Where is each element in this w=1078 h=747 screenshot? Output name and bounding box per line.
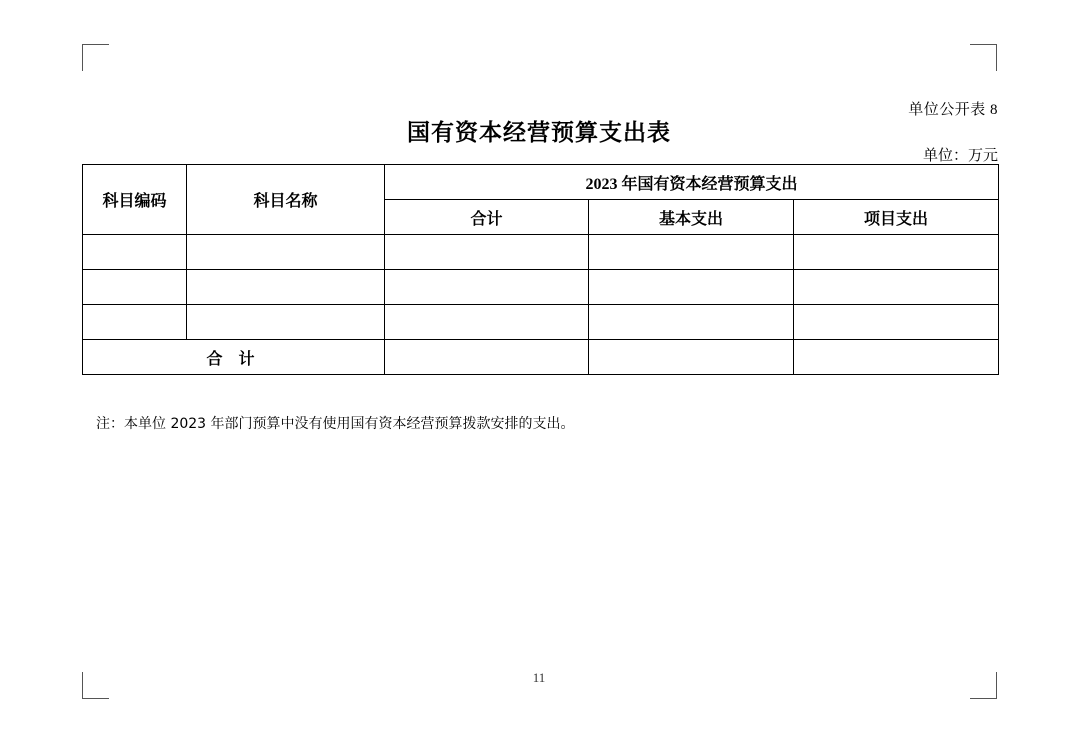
header-col-name: 科目名称 [187,165,385,235]
total-row-basic [589,340,794,375]
cell-code [83,235,187,270]
table-row [83,270,999,305]
table-header-row-group [83,165,999,200]
cell-project [794,305,999,340]
cell-name [187,305,385,340]
cell-name [187,235,385,270]
budget-table-wrapper [82,164,998,375]
budget-table [82,164,999,375]
sheet-number-label: 单位公开表 8 [908,102,998,118]
total-row-total [385,340,589,375]
cell-total [385,270,589,305]
table-row [83,305,999,340]
header-sub-project: 项目支出 [794,200,999,235]
page-number: 11 [532,670,546,685]
cell-total [385,235,589,270]
cell-project [794,270,999,305]
cell-basic [589,270,794,305]
cell-name [187,270,385,305]
header-sub-basic: 基本支出 [589,200,794,235]
cell-code [83,270,187,305]
cell-total [385,305,589,340]
unit-note: 单位：万元 [922,148,998,164]
total-row-project [794,340,999,375]
cell-basic [589,235,794,270]
table-row [83,235,999,270]
header-group-title: 2023 年国有资本经营预算支出 [385,165,999,200]
cell-project [794,235,999,270]
crop-mark-top-left [82,44,109,71]
crop-mark-top-right [970,44,997,71]
cell-basic [589,305,794,340]
table-footnote: 注：本单位 2023 年部门预算中没有使用国有资本经营预算拨款安排的支出。 [96,416,575,432]
cell-code [83,305,187,340]
table-total-row [83,340,999,375]
header-col-code: 科目编码 [83,165,187,235]
total-row-label: 合 计 [83,340,385,375]
page-title: 国有资本经营预算支出表 [407,120,671,145]
header-sub-total: 合计 [385,200,589,235]
